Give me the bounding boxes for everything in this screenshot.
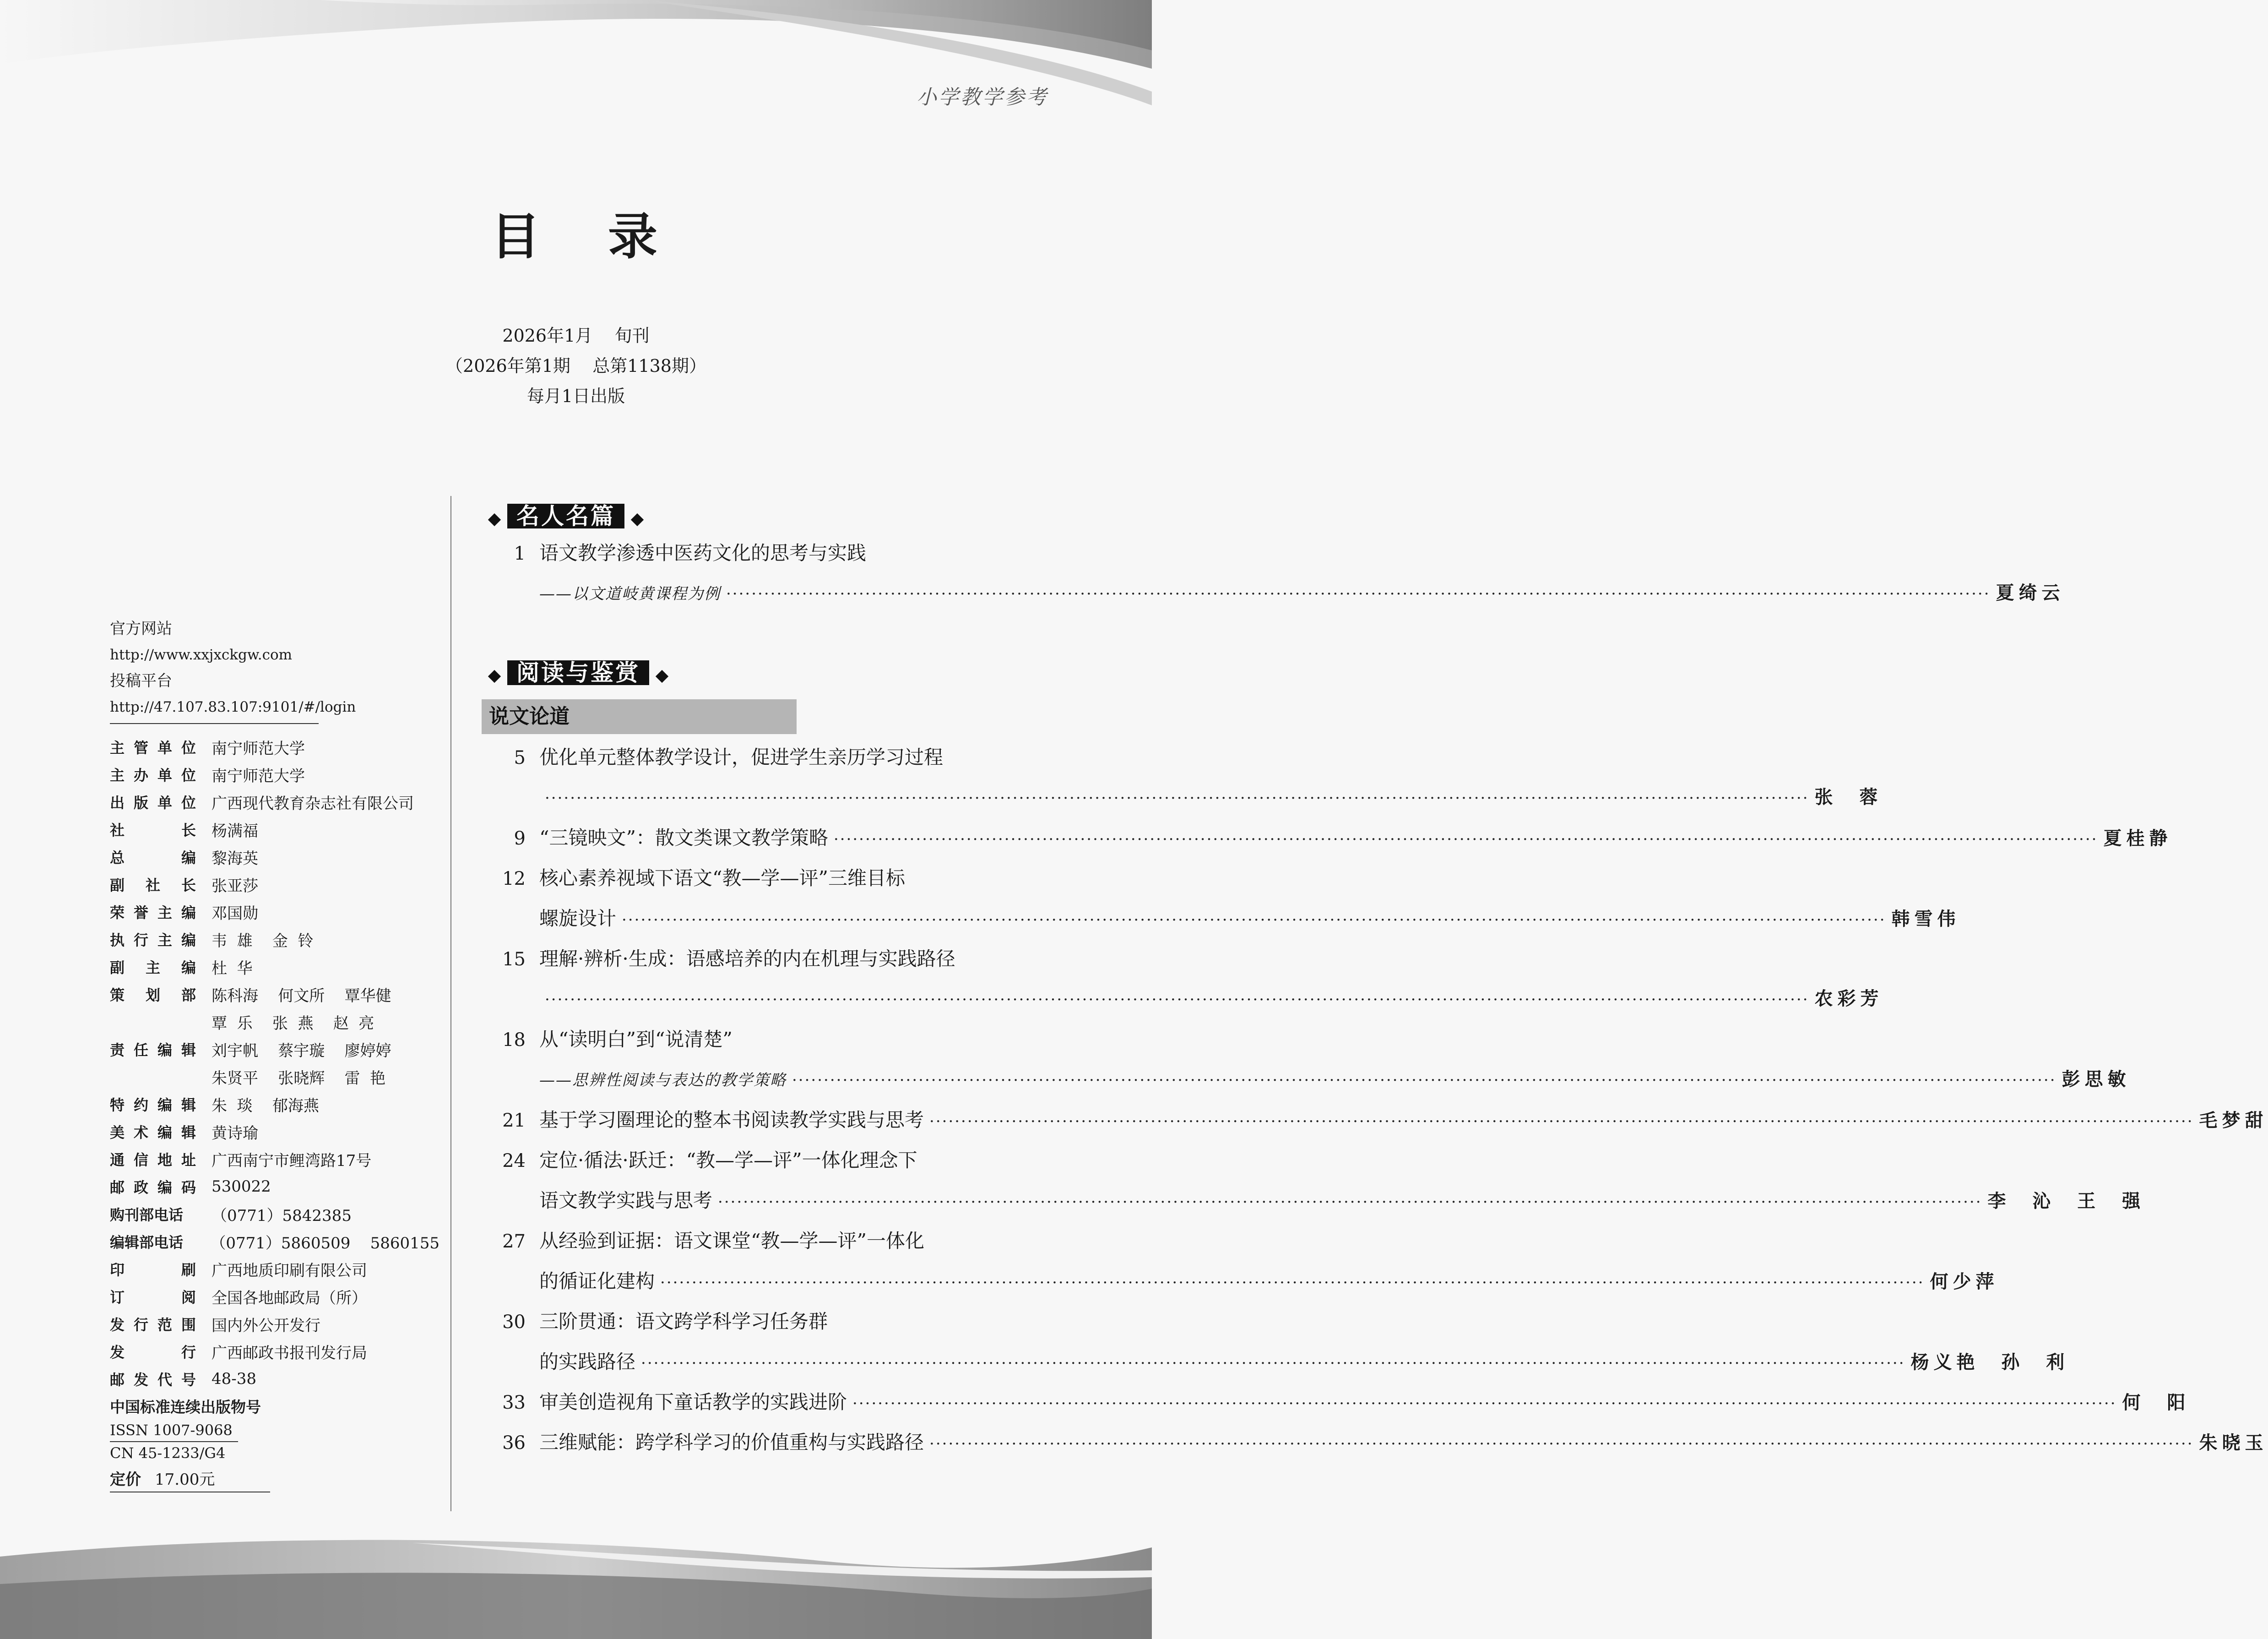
article-title[interactable]: 语文教学实践与思考 bbox=[539, 1189, 713, 1212]
article-title[interactable]: 三维赋能：跨学科学习的价值重构与实践路径 bbox=[539, 1431, 924, 1454]
info-value: 全国各地邮政局（所） bbox=[212, 1289, 367, 1307]
leader-dots: ········································································································································································································ bbox=[726, 585, 1991, 603]
article-title[interactable]: 定位·循法·跃迁：“教—学—评”一体化理念下 bbox=[539, 1149, 917, 1171]
section-header bbox=[482, 658, 1045, 695]
article-author: 农彩芳 bbox=[1814, 988, 1883, 1009]
info-label bbox=[110, 1313, 212, 1334]
info-label bbox=[110, 1203, 212, 1225]
title-char-1: 目 bbox=[490, 208, 544, 266]
diamond-icon bbox=[656, 670, 668, 683]
journal-brand: 小学教学参考 bbox=[917, 86, 1048, 109]
leader-dots: ········································································································································································································ bbox=[833, 830, 2098, 849]
info-row bbox=[110, 1090, 439, 1118]
info-value-continued: 朱贤平 张晓辉 雷 艳 bbox=[212, 1069, 386, 1088]
info-row bbox=[110, 1228, 439, 1255]
info-value: 南宁师范大学 bbox=[212, 739, 305, 758]
price-row bbox=[110, 1464, 439, 1492]
toc-line bbox=[482, 863, 1045, 904]
section-2-entries bbox=[482, 742, 2268, 1468]
toc-line bbox=[482, 944, 1045, 984]
info-label-text: 通 信 地 址 bbox=[110, 1151, 196, 1169]
info-value: 刘宇帆 蔡宇璇 廖婷婷 bbox=[212, 1041, 391, 1060]
info-label bbox=[110, 874, 212, 895]
info-label bbox=[110, 1286, 212, 1307]
article-author: 彭思敏 bbox=[2062, 1068, 2131, 1090]
info-row bbox=[110, 761, 439, 788]
toc-line bbox=[482, 742, 1045, 783]
article-author: 夏桂静 bbox=[2103, 828, 2172, 849]
info-label bbox=[110, 929, 212, 950]
info-value: 陈科海 何文所 覃华健 bbox=[212, 986, 391, 1005]
masthead-info-list bbox=[110, 733, 439, 1393]
toc-entry[interactable] bbox=[482, 863, 1960, 944]
info-value: 张亚莎 bbox=[212, 877, 258, 895]
article-subtitle[interactable]: ——以文道岐黄课程为例 bbox=[539, 585, 721, 603]
info-label-text: 荣 誉 主 编 bbox=[110, 904, 196, 921]
subsection-title: 说文论道 bbox=[482, 699, 797, 734]
toc-line bbox=[482, 783, 1883, 823]
info-row bbox=[110, 980, 439, 1008]
leader-dots: ········································································································································································································ bbox=[929, 1112, 2194, 1131]
website-block bbox=[110, 616, 439, 720]
leader-dots: ········································································································································································································ bbox=[852, 1394, 2117, 1413]
price-label: 定价 bbox=[110, 1470, 141, 1489]
info-label-text: 总 编 bbox=[110, 849, 196, 866]
info-label bbox=[110, 901, 212, 922]
page-number: 24 bbox=[502, 1150, 526, 1171]
toc-line bbox=[482, 578, 2065, 619]
leader-dots: ········································································································································································································ bbox=[545, 789, 1809, 807]
info-value: （0771）5860509 5860155 bbox=[210, 1234, 439, 1252]
info-label-text: 发 行 范 围 bbox=[110, 1316, 196, 1334]
toc-line bbox=[482, 1307, 1045, 1347]
info-label bbox=[110, 956, 212, 977]
issue-number: （2026年第1期 总第1138期） bbox=[445, 356, 706, 376]
website-label: 官方网站 bbox=[110, 620, 172, 638]
toc-line bbox=[482, 1266, 1999, 1307]
cssn-label: 中国标准连续出版物号 bbox=[110, 1398, 261, 1416]
issue-date: 2026年1月 旬刊 bbox=[502, 326, 650, 346]
cn-number: CN 45-1233/G4 bbox=[110, 1444, 226, 1462]
info-label bbox=[110, 1094, 212, 1115]
info-label bbox=[110, 984, 212, 1005]
info-label-text: 邮 政 编 码 bbox=[110, 1179, 196, 1196]
info-label-text: 主 管 单 位 bbox=[110, 739, 196, 757]
diamond-icon bbox=[488, 513, 501, 526]
info-row bbox=[110, 788, 439, 816]
info-row bbox=[110, 1145, 439, 1173]
diamond-icon bbox=[488, 670, 501, 683]
info-row bbox=[110, 1255, 439, 1283]
issue-info bbox=[0, 321, 1152, 411]
toc-entry[interactable] bbox=[482, 823, 2172, 863]
article-title[interactable]: 核心素养视域下语文“教—学—评”三维目标 bbox=[539, 867, 905, 889]
article-title[interactable]: 审美创造视角下童话教学的实践进阶 bbox=[539, 1391, 847, 1413]
info-row bbox=[110, 1200, 439, 1228]
info-value: 国内外公开发行 bbox=[212, 1316, 320, 1335]
toc-line bbox=[482, 538, 1045, 578]
divider bbox=[110, 723, 319, 724]
info-value: 邓国勋 bbox=[212, 904, 258, 923]
article-author: 何少萍 bbox=[1930, 1271, 1999, 1292]
page-number: 18 bbox=[502, 1029, 526, 1051]
leader-dots: ········································································································································································································ bbox=[545, 991, 1809, 1009]
masthead bbox=[110, 616, 439, 1492]
article-title[interactable]: 的循证化建构 bbox=[539, 1270, 655, 1292]
toc-line bbox=[482, 904, 1960, 944]
info-label bbox=[110, 1368, 212, 1389]
section-title: 阅读与鉴赏 bbox=[507, 660, 649, 685]
page-number: 15 bbox=[502, 949, 526, 970]
article-title[interactable]: 理解·辨析·生成：语感培养的内在机理与实践路径 bbox=[539, 947, 955, 970]
issn: ISSN 1007-9068 bbox=[110, 1419, 238, 1442]
info-value: 韦 雄 金 铃 bbox=[212, 931, 314, 950]
info-label-text: 出 版 单 位 bbox=[110, 794, 196, 811]
issue-schedule: 每月1日出版 bbox=[526, 386, 625, 406]
article-author: 张 蓉 bbox=[1814, 786, 1883, 808]
toc-line bbox=[482, 1186, 2145, 1226]
leader-dots: ········································································································································································································ bbox=[660, 1274, 1925, 1292]
price-value: 17.00元 bbox=[155, 1470, 215, 1489]
toc-line bbox=[482, 984, 1883, 1024]
info-label bbox=[110, 764, 212, 785]
info-value: 黎海英 bbox=[212, 849, 258, 868]
toc-line bbox=[482, 823, 2172, 863]
info-row bbox=[110, 1173, 439, 1200]
info-value: 530022 bbox=[212, 1177, 271, 1196]
info-row bbox=[110, 1338, 439, 1365]
submit-label: 投稿平台 bbox=[110, 672, 172, 690]
info-label-text: 编辑部电话 bbox=[110, 1234, 184, 1251]
info-row bbox=[110, 953, 439, 980]
info-row bbox=[110, 1283, 439, 1310]
info-row bbox=[110, 1310, 439, 1338]
toc-line bbox=[482, 1427, 2268, 1468]
page-number: 1 bbox=[514, 543, 526, 564]
toc-entry[interactable] bbox=[482, 742, 1883, 823]
leader-dots: ········································································································································································································ bbox=[929, 1435, 2194, 1453]
article-title[interactable]: 优化单元整体教学设计，促进学生亲历学习过程 bbox=[539, 746, 944, 768]
toc-entry[interactable] bbox=[482, 944, 1883, 1024]
section-header bbox=[482, 501, 1045, 538]
info-row bbox=[110, 733, 439, 761]
info-value: 南宁师范大学 bbox=[212, 767, 305, 785]
info-label bbox=[110, 736, 212, 757]
info-label-text: 特 约 编 辑 bbox=[110, 1096, 196, 1114]
toc-entry[interactable] bbox=[482, 1145, 2145, 1226]
article-title[interactable]: 从“读明白”到“说清楚” bbox=[539, 1028, 732, 1051]
info-label bbox=[110, 1258, 212, 1280]
page-number: 12 bbox=[502, 868, 526, 889]
toc-line bbox=[482, 1226, 1045, 1266]
toc-entry[interactable] bbox=[482, 538, 2065, 619]
info-row bbox=[110, 926, 439, 953]
article-author: 何 阳 bbox=[2122, 1392, 2190, 1413]
footer-wave-decoration bbox=[0, 1515, 1152, 1639]
article-author: 杨义艳 孙 利 bbox=[1910, 1351, 2069, 1373]
info-label-text: 发 行 bbox=[110, 1344, 196, 1361]
info-value: 杜 华 bbox=[212, 959, 253, 978]
info-label-text: 执 行 主 编 bbox=[110, 931, 196, 949]
info-label-text: 副 主 编 bbox=[110, 959, 196, 976]
info-value: 广西地质印刷有限公司 bbox=[212, 1261, 367, 1280]
info-label-text: 美 术 编 辑 bbox=[110, 1124, 196, 1141]
info-row bbox=[110, 1035, 439, 1063]
info-label-text: 购刊部电话 bbox=[110, 1206, 184, 1224]
info-label-text: 主 办 单 位 bbox=[110, 767, 196, 784]
info-label bbox=[110, 1121, 212, 1142]
toc-entry[interactable] bbox=[482, 1427, 2268, 1468]
column-divider bbox=[450, 496, 451, 1511]
title-char-2: 录 bbox=[608, 208, 662, 266]
toc-entry[interactable] bbox=[482, 1387, 2190, 1427]
info-value: 杨满福 bbox=[212, 822, 258, 840]
article-title[interactable]: 螺旋设计 bbox=[539, 907, 617, 930]
leader-dots: ········································································································································································································ bbox=[792, 1071, 2056, 1089]
page-title bbox=[0, 197, 1152, 268]
toc-entry[interactable] bbox=[482, 1024, 2131, 1105]
leader-dots: ········································································································································································································ bbox=[718, 1193, 1982, 1211]
article-subtitle[interactable]: ——思辨性阅读与表达的教学策略 bbox=[539, 1071, 787, 1089]
page-number: 30 bbox=[502, 1312, 526, 1333]
article-title[interactable]: 从经验到证据：语文课堂“教—学—评”一体化 bbox=[539, 1230, 924, 1252]
info-label-text: 印 刷 bbox=[110, 1261, 196, 1279]
info-label bbox=[110, 1039, 212, 1060]
leader-dots: ········································································································································································································ bbox=[641, 1354, 1905, 1372]
article-title[interactable]: “三镜映文”：散文类课文教学策略 bbox=[539, 827, 828, 849]
page-number: 5 bbox=[514, 747, 526, 768]
info-value: 广西南宁市鲤湾路17号 bbox=[212, 1151, 372, 1170]
info-row bbox=[110, 1365, 439, 1393]
article-title[interactable]: 语文教学渗透中医药文化的思考与实践 bbox=[539, 542, 867, 564]
website-url[interactable]: http://www.xxjxckgw.com bbox=[110, 647, 293, 663]
article-author: 韩雪伟 bbox=[1891, 908, 1960, 930]
table-of-contents bbox=[482, 501, 2268, 1468]
toc-line bbox=[482, 1024, 1045, 1065]
toc-line bbox=[482, 1347, 2069, 1387]
submit-url[interactable]: http://47.107.83.107:9101/#/login bbox=[110, 699, 356, 715]
article-author: 李 沁 王 强 bbox=[1987, 1190, 2145, 1212]
article-title[interactable]: 基于学习圈理论的整本书阅读教学实践与思考 bbox=[539, 1109, 924, 1131]
info-value: 48-38 bbox=[212, 1370, 257, 1388]
info-value: 广西现代教育杂志社有限公司 bbox=[212, 794, 414, 813]
section-title: 名人名篇 bbox=[507, 504, 624, 528]
info-label-text: 策 划 部 bbox=[110, 986, 196, 1004]
info-label bbox=[110, 1231, 210, 1252]
page-number: 33 bbox=[502, 1392, 526, 1413]
info-label bbox=[110, 1341, 212, 1362]
info-row bbox=[110, 1118, 439, 1145]
info-label-text: 副 社 长 bbox=[110, 877, 196, 894]
article-title[interactable]: 的实践路径 bbox=[539, 1350, 636, 1373]
info-label-text: 社 长 bbox=[110, 822, 196, 839]
info-row bbox=[110, 871, 439, 898]
info-row bbox=[110, 843, 439, 871]
page-number: 27 bbox=[502, 1231, 526, 1252]
page-number: 21 bbox=[502, 1110, 526, 1131]
article-author: 朱晓玉 bbox=[2199, 1432, 2268, 1454]
toc-line bbox=[482, 1105, 2268, 1145]
info-value-continued: 覃 乐 张 燕 赵 亮 bbox=[212, 1014, 374, 1033]
diamond-icon bbox=[631, 513, 644, 526]
toc-entry[interactable] bbox=[482, 1226, 1999, 1307]
page-number: 9 bbox=[514, 828, 526, 849]
info-row bbox=[110, 816, 439, 843]
info-label bbox=[110, 819, 212, 840]
section-1-entries bbox=[482, 538, 2065, 619]
toc-line bbox=[482, 1065, 2131, 1105]
toc-line bbox=[482, 1145, 1045, 1186]
info-row bbox=[110, 898, 439, 926]
info-label-text: 邮 发 代 号 bbox=[110, 1371, 196, 1389]
info-value: 广西邮政书报刊发行局 bbox=[212, 1344, 367, 1362]
article-author: 夏绮云 bbox=[1996, 582, 2065, 604]
info-label bbox=[110, 1176, 212, 1197]
article-title[interactable]: 三阶贯通：语文跨学科学习任务群 bbox=[539, 1310, 828, 1333]
info-label bbox=[110, 1149, 212, 1170]
info-label bbox=[110, 791, 212, 812]
article-author: 毛梦甜 bbox=[2199, 1110, 2268, 1131]
page-number: 36 bbox=[502, 1432, 526, 1454]
info-value: 朱 琰 郁海燕 bbox=[212, 1096, 319, 1115]
info-label-text: 责 任 编 辑 bbox=[110, 1041, 196, 1059]
toc-line bbox=[482, 1387, 2190, 1427]
info-label bbox=[110, 846, 212, 867]
info-value: 黄诗瑜 bbox=[212, 1124, 258, 1143]
leader-dots: ········································································································································································································ bbox=[622, 911, 1886, 929]
info-label-text: 订 阅 bbox=[110, 1289, 196, 1306]
info-value: （0771）5842385 bbox=[212, 1206, 352, 1225]
toc-entry[interactable] bbox=[482, 1307, 2069, 1387]
toc-entry[interactable] bbox=[482, 1105, 2268, 1145]
